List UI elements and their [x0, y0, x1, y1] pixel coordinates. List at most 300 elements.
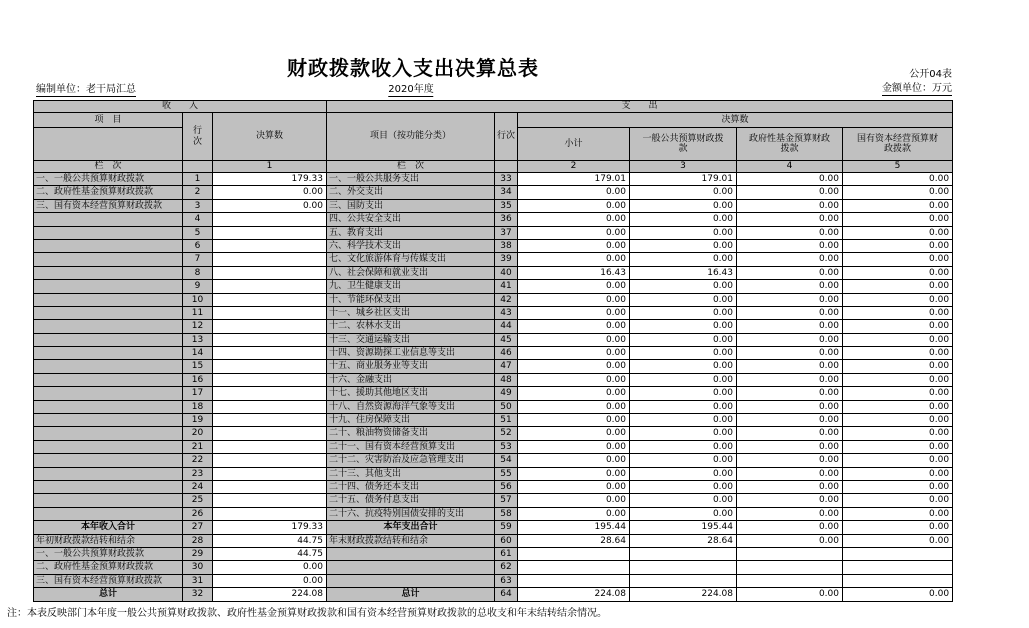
income-amount: 0.00: [213, 574, 327, 587]
income-line-no: 25: [183, 494, 213, 507]
table-row: [34, 280, 953, 293]
expense-general-budget: 0.00: [630, 199, 737, 212]
expense-govt-fund: 0.00: [737, 320, 843, 333]
income-amount: 44.75: [213, 547, 327, 560]
expense-subtotal: 0.00: [518, 186, 630, 199]
income-line-no: 13: [183, 333, 213, 346]
expense-line-no: 53: [495, 440, 518, 453]
income-amount: [213, 347, 327, 360]
expense-line-no: 52: [495, 427, 518, 440]
expense-state-capital: 0.00: [843, 213, 953, 226]
amount-unit: 金额单位：万元: [882, 83, 952, 94]
expense-item-label: 十九、住房保障支出: [327, 414, 495, 427]
income-column-blank: [183, 161, 213, 173]
expense-item-label: 十七、援助其他地区支出: [327, 387, 495, 400]
expense-general-budget: 0.00: [630, 226, 737, 239]
table-row: [34, 373, 953, 386]
income-amount: [213, 507, 327, 520]
expense-state-capital: 0.00: [843, 239, 953, 252]
expense-subtotal: [518, 547, 630, 560]
table-row: [34, 574, 953, 587]
income-amount: 0.00: [213, 186, 327, 199]
income-amount: [213, 333, 327, 346]
expense-govt-fund: 0.00: [737, 253, 843, 266]
income-item-header: 项 目: [34, 113, 183, 128]
income-section-header: 收 入: [34, 101, 327, 113]
expense-govt-fund: 0.00: [737, 226, 843, 239]
expense-item-label: 七、文化旅游体育与传媒支出: [327, 253, 495, 266]
expense-state-capital: 0.00: [843, 454, 953, 467]
table-row: [34, 199, 953, 212]
expense-subtotal: 0.00: [518, 414, 630, 427]
prepared-by: 编制单位：老干局汇总: [36, 84, 136, 95]
income-item-label: 二、政府性基金预算财政拨款: [34, 561, 183, 574]
table-row: [34, 306, 953, 319]
expense-govt-fund: 0.00: [737, 494, 843, 507]
expense-govt-fund: 0.00: [737, 373, 843, 386]
income-amount: [213, 360, 327, 373]
expense-govt-fund: 0.00: [737, 186, 843, 199]
expense-govt-fund: 0.00: [737, 588, 843, 601]
income-amount: 0.00: [213, 561, 327, 574]
expense-state-capital: 0.00: [843, 414, 953, 427]
income-line-no: 11: [183, 306, 213, 319]
income-line-no: 12: [183, 320, 213, 333]
expense-govt-fund: 0.00: [737, 306, 843, 319]
expense-item-label: 总计: [327, 588, 495, 601]
expense-subtotal: 0.00: [518, 373, 630, 386]
income-line-no: 10: [183, 293, 213, 306]
income-item-label: [34, 480, 183, 493]
income-amount: [213, 387, 327, 400]
expense-general-budget: 195.44: [630, 521, 737, 534]
expense-subtotal: 0.00: [518, 239, 630, 252]
income-item-label: [34, 266, 183, 279]
expense-subtotal: 0.00: [518, 480, 630, 493]
expense-line-no: 57: [495, 494, 518, 507]
expense-subtotal: [518, 574, 630, 587]
income-item-label: 三、国有资本经营预算财政拨款: [34, 574, 183, 587]
expense-state-capital: 0.00: [843, 293, 953, 306]
expense-line-no: 34: [495, 186, 518, 199]
state-capital-budget-header: 国有资本经营预算财政拨款: [843, 128, 953, 161]
income-line-no: 31: [183, 574, 213, 587]
income-line-no: 15: [183, 360, 213, 373]
column-header-row-1: [34, 113, 953, 128]
expense-item-header: 项目（按功能分类）: [327, 113, 495, 161]
expense-subtotal: 0.00: [518, 454, 630, 467]
expense-line-no: 58: [495, 507, 518, 520]
table-row: [34, 239, 953, 252]
expense-govt-fund: [737, 561, 843, 574]
expense-item-label: 二十一、国有资本经营预算支出: [327, 440, 495, 453]
table-row: [34, 293, 953, 306]
table-row: [34, 213, 953, 226]
income-amount: [213, 320, 327, 333]
expense-item-label: 十一、城乡社区支出: [327, 306, 495, 319]
expense-item-label: 十五、商业服务业等支出: [327, 360, 495, 373]
expense-general-budget: 0.00: [630, 494, 737, 507]
expense-line-no: 43: [495, 306, 518, 319]
expense-subtotal: 0.00: [518, 494, 630, 507]
income-amount: [213, 494, 327, 507]
expense-line-no: 33: [495, 173, 518, 186]
expense-item-label: 六、科学技术支出: [327, 239, 495, 252]
expense-state-capital: 0.00: [843, 333, 953, 346]
expense-item-label: 四、公共安全支出: [327, 213, 495, 226]
expense-item-label: 年末财政拨款结转和结余: [327, 534, 495, 547]
income-item-label: [34, 454, 183, 467]
main-table: [33, 100, 953, 602]
income-line-no: 29: [183, 547, 213, 560]
expense-line-no: 64: [495, 588, 518, 601]
income-amount: [213, 400, 327, 413]
table-row: [34, 521, 953, 534]
expense-govt-fund: 0.00: [737, 266, 843, 279]
expense-state-capital: [843, 547, 953, 560]
expense-line-no: 40: [495, 266, 518, 279]
expense-item-label: 十三、交通运输支出: [327, 333, 495, 346]
expense-item-label: 十四、资源勘探工业信息等支出: [327, 347, 495, 360]
expense-govt-fund: 0.00: [737, 199, 843, 212]
expense-general-budget: [630, 574, 737, 587]
income-line-no: 26: [183, 507, 213, 520]
expense-general-budget: 179.01: [630, 173, 737, 186]
expense-subtotal: 0.00: [518, 333, 630, 346]
expense-state-capital: 0.00: [843, 480, 953, 493]
expense-item-label: 二十二、灾害防治及应急管理支出: [327, 454, 495, 467]
expense-general-budget: 0.00: [630, 373, 737, 386]
expense-subtotal: 16.43: [518, 266, 630, 279]
column-number-5: 5: [843, 161, 953, 173]
expense-line-no: 46: [495, 347, 518, 360]
expense-state-capital: 0.00: [843, 306, 953, 319]
income-line-no: 22: [183, 454, 213, 467]
expense-general-budget: 16.43: [630, 266, 737, 279]
expense-subtotal: 0.00: [518, 213, 630, 226]
expense-state-capital: 0.00: [843, 373, 953, 386]
expense-item-label: 本年支出合计: [327, 521, 495, 534]
expense-general-budget: [630, 561, 737, 574]
table-row: [34, 427, 953, 440]
expense-general-budget: 0.00: [630, 253, 737, 266]
expense-govt-fund: 0.00: [737, 467, 843, 480]
table-body: [34, 173, 953, 602]
expense-govt-fund: 0.00: [737, 293, 843, 306]
income-amount: [213, 253, 327, 266]
income-item-label: [34, 293, 183, 306]
expense-item-label: 二、外交支出: [327, 186, 495, 199]
page-title: 财政拨款收入支出决算总表: [287, 56, 539, 80]
income-line-no: 1: [183, 173, 213, 186]
income-item-label: [34, 213, 183, 226]
expense-general-budget: 0.00: [630, 360, 737, 373]
table-row: [34, 173, 953, 186]
income-amount: [213, 373, 327, 386]
income-item-label: [34, 414, 183, 427]
expense-line-no: 38: [495, 239, 518, 252]
income-amount: [213, 414, 327, 427]
expense-subtotal: 0.00: [518, 280, 630, 293]
expense-govt-fund: 0.00: [737, 360, 843, 373]
expense-line-no-header: 行次: [495, 113, 518, 161]
expense-subtotal: [518, 561, 630, 574]
income-amount: 224.08: [213, 588, 327, 601]
general-public-budget-header: 一般公共预算财政拨款: [630, 128, 737, 161]
expense-govt-fund: 0.00: [737, 347, 843, 360]
expense-subtotal: 0.00: [518, 347, 630, 360]
income-item-label: [34, 400, 183, 413]
expense-govt-fund: 0.00: [737, 213, 843, 226]
table-head: [34, 101, 953, 173]
income-line-no: 24: [183, 480, 213, 493]
income-line-no: 16: [183, 373, 213, 386]
expense-state-capital: 0.00: [843, 266, 953, 279]
income-line-no: 4: [183, 213, 213, 226]
table-row: [34, 360, 953, 373]
expense-item-label: 二十三、其他支出: [327, 467, 495, 480]
income-item-label: 一、一般公共预算财政拨款: [34, 173, 183, 186]
table-row: [34, 320, 953, 333]
income-line-no: 30: [183, 561, 213, 574]
income-amount: [213, 213, 327, 226]
column-index-row: [34, 161, 953, 173]
expense-state-capital: 0.00: [843, 253, 953, 266]
expense-state-capital: 0.00: [843, 534, 953, 547]
expense-general-budget: 0.00: [630, 387, 737, 400]
expense-govt-fund: 0.00: [737, 427, 843, 440]
expense-state-capital: 0.00: [843, 440, 953, 453]
income-item-label: [34, 507, 183, 520]
expense-line-no: 47: [495, 360, 518, 373]
expense-item-label: 二十四、债务还本支出: [327, 480, 495, 493]
income-item-label: [34, 226, 183, 239]
expense-subtotal: 0.00: [518, 226, 630, 239]
expense-line-no: 56: [495, 480, 518, 493]
expense-state-capital: 0.00: [843, 588, 953, 601]
expense-line-no: 63: [495, 574, 518, 587]
expense-govt-fund: 0.00: [737, 534, 843, 547]
expense-state-capital: 0.00: [843, 494, 953, 507]
expense-line-no: 50: [495, 400, 518, 413]
column-number-2: 2: [518, 161, 630, 173]
expense-govt-fund: [737, 547, 843, 560]
expense-general-budget: 0.00: [630, 186, 737, 199]
income-line-no: 20: [183, 427, 213, 440]
income-amount: [213, 440, 327, 453]
income-item-label: [34, 239, 183, 252]
expense-subtotal: 0.00: [518, 293, 630, 306]
income-amount: [213, 226, 327, 239]
income-item-label: [34, 347, 183, 360]
income-amount: [213, 480, 327, 493]
income-line-no: 17: [183, 387, 213, 400]
expense-govt-fund: 0.00: [737, 507, 843, 520]
income-amount: [213, 280, 327, 293]
expense-subtotal: 195.44: [518, 521, 630, 534]
income-line-no: 3: [183, 199, 213, 212]
column-number-4: 4: [737, 161, 843, 173]
expense-item-label: 十六、金融支出: [327, 373, 495, 386]
expense-general-budget: 0.00: [630, 427, 737, 440]
expense-item-label: 十二、农林水支出: [327, 320, 495, 333]
expense-subtotal: 224.08: [518, 588, 630, 601]
table-code-unit-block: [882, 68, 952, 96]
expense-line-no: 62: [495, 561, 518, 574]
income-item-label: [34, 360, 183, 373]
expense-general-budget: 28.64: [630, 534, 737, 547]
expense-general-budget: 0.00: [630, 480, 737, 493]
income-amount: [213, 454, 327, 467]
income-item-label: [34, 320, 183, 333]
table-row: [34, 454, 953, 467]
expense-general-budget: 0.00: [630, 347, 737, 360]
expense-item-label: [327, 547, 495, 560]
table-row: [34, 387, 953, 400]
expense-general-budget: 0.00: [630, 280, 737, 293]
income-amount: 0.00: [213, 199, 327, 212]
expense-item-label: 九、卫生健康支出: [327, 280, 495, 293]
expense-state-capital: 0.00: [843, 173, 953, 186]
income-item-label: [34, 306, 183, 319]
expense-state-capital: 0.00: [843, 507, 953, 520]
income-item-label: [34, 387, 183, 400]
expense-line-no: 59: [495, 521, 518, 534]
expense-final-amount-header: 决算数: [518, 113, 953, 128]
expense-state-capital: 0.00: [843, 387, 953, 400]
table-row: [34, 467, 953, 480]
income-final-amount-header: 决算数: [213, 113, 327, 161]
expense-item-label: [327, 561, 495, 574]
expense-general-budget: 0.00: [630, 400, 737, 413]
subtotal-header: 小计: [518, 128, 630, 161]
expense-column-blank: [495, 161, 518, 173]
expense-line-no: 48: [495, 373, 518, 386]
expense-subtotal: 0.00: [518, 467, 630, 480]
income-line-no: 6: [183, 239, 213, 252]
income-line-no: 14: [183, 347, 213, 360]
expense-subtotal: 0.00: [518, 320, 630, 333]
expense-line-no: 39: [495, 253, 518, 266]
income-item-label: [34, 373, 183, 386]
income-item-label: 总计: [34, 588, 183, 601]
govt-fund-budget-header: 政府性基金预算财政拨款: [737, 128, 843, 161]
expense-line-no: 51: [495, 414, 518, 427]
table-row: [34, 547, 953, 560]
expense-line-no: 54: [495, 454, 518, 467]
expense-state-capital: [843, 574, 953, 587]
expense-subtotal: 0.00: [518, 427, 630, 440]
expense-govt-fund: 0.00: [737, 454, 843, 467]
expense-section-header: 支 出: [327, 101, 953, 113]
expense-govt-fund: 0.00: [737, 480, 843, 493]
income-item-header-blank: [34, 128, 183, 161]
income-amount: [213, 239, 327, 252]
expense-state-capital: 0.00: [843, 427, 953, 440]
expense-govt-fund: 0.00: [737, 387, 843, 400]
expense-item-label: [327, 574, 495, 587]
expense-line-no: 49: [495, 387, 518, 400]
income-amount: [213, 467, 327, 480]
table-row: [34, 588, 953, 601]
expense-govt-fund: 0.00: [737, 440, 843, 453]
expense-state-capital: 0.00: [843, 320, 953, 333]
income-item-label: [34, 280, 183, 293]
income-amount: [213, 293, 327, 306]
expense-state-capital: 0.00: [843, 186, 953, 199]
income-line-no: 28: [183, 534, 213, 547]
income-line-no: 19: [183, 414, 213, 427]
expense-item-label: 三、国防支出: [327, 199, 495, 212]
income-amount: [213, 427, 327, 440]
income-line-no: 7: [183, 253, 213, 266]
income-item-label: [34, 494, 183, 507]
expense-state-capital: 0.00: [843, 400, 953, 413]
income-item-label: 一、一般公共预算财政拨款: [34, 547, 183, 560]
expense-general-budget: 0.00: [630, 306, 737, 319]
income-item-label: [34, 427, 183, 440]
expense-general-budget: 0.00: [630, 454, 737, 467]
income-amount: 44.75: [213, 534, 327, 547]
expense-govt-fund: [737, 574, 843, 587]
income-item-label: 二、政府性基金预算财政拨款: [34, 186, 183, 199]
expense-item-label: 一、一般公共服务支出: [327, 173, 495, 186]
table-code: 公开04表: [909, 69, 952, 80]
income-line-no-header: 行次: [183, 113, 213, 161]
expense-general-budget: 0.00: [630, 467, 737, 480]
table-row: [34, 480, 953, 493]
expense-subtotal: 0.00: [518, 360, 630, 373]
expense-state-capital: 0.00: [843, 280, 953, 293]
expense-column-label: 栏 次: [327, 161, 495, 173]
table-row: [34, 400, 953, 413]
expense-general-budget: 0.00: [630, 213, 737, 226]
income-line-no: 5: [183, 226, 213, 239]
expense-item-label: 五、教育支出: [327, 226, 495, 239]
income-line-no: 8: [183, 266, 213, 279]
expense-general-budget: 0.00: [630, 507, 737, 520]
expense-subtotal: 0.00: [518, 440, 630, 453]
expense-subtotal: 0.00: [518, 253, 630, 266]
expense-govt-fund: 0.00: [737, 521, 843, 534]
table-row: [34, 440, 953, 453]
expense-govt-fund: 0.00: [737, 239, 843, 252]
table-row: [34, 414, 953, 427]
expense-line-no: 35: [495, 199, 518, 212]
income-item-label: 三、国有资本经营预算财政拨款: [34, 199, 183, 212]
expense-subtotal: 28.64: [518, 534, 630, 547]
income-amount: 179.33: [213, 173, 327, 186]
table-row: [34, 266, 953, 279]
expense-state-capital: 0.00: [843, 226, 953, 239]
note: 注：本表反映部门本年度一般公共预算财政拨款、政府性基金预算财政拨款和国有资本经营预算财政拨款的总收支和年末结转结余情况。: [7, 608, 607, 619]
income-line-no: 27: [183, 521, 213, 534]
expense-item-label: 二十六、抗疫特别国债安排的支出: [327, 507, 495, 520]
expense-subtotal: 0.00: [518, 507, 630, 520]
table-row: [34, 561, 953, 574]
expense-state-capital: 0.00: [843, 467, 953, 480]
expense-general-budget: [630, 547, 737, 560]
column-number-1: 1: [213, 161, 327, 173]
table-row: [34, 333, 953, 346]
income-line-no: 23: [183, 467, 213, 480]
income-item-label: [34, 333, 183, 346]
expense-general-budget: 0.00: [630, 320, 737, 333]
expense-line-no: 44: [495, 320, 518, 333]
expense-general-budget: 0.00: [630, 414, 737, 427]
expense-item-label: 二十、粮油物资储备支出: [327, 427, 495, 440]
expense-subtotal: 0.00: [518, 400, 630, 413]
